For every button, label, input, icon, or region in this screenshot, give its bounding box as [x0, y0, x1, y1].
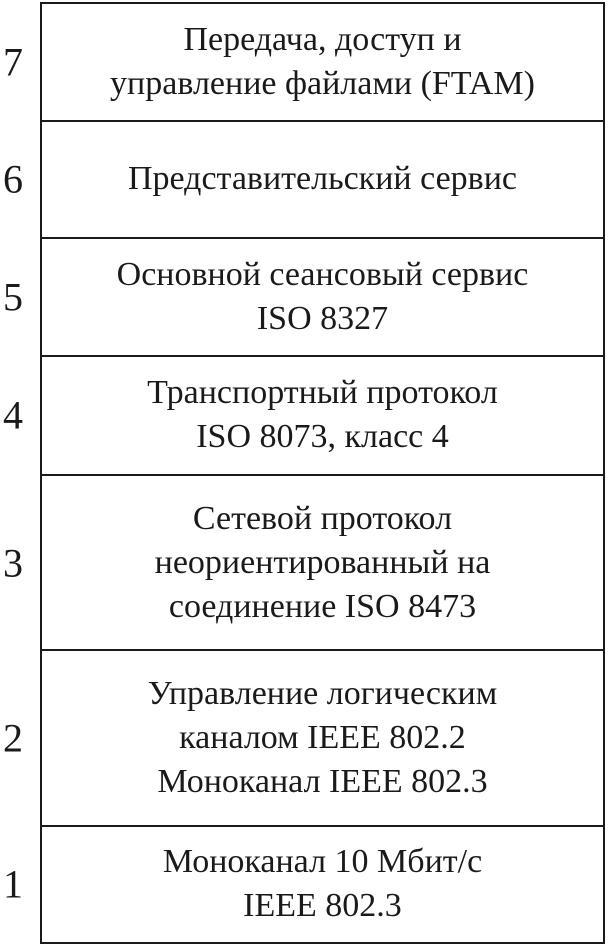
- layer-4-label: Транспортный протокол ISO 8073, класс 4: [147, 374, 498, 456]
- layer-4-number: 4: [3, 392, 23, 438]
- layer-5-label: Основной сеансовый сервис ISO 8327: [116, 255, 529, 337]
- protocol-stack-diagram: [3, 2, 605, 944]
- layer-2-number: 2: [3, 715, 23, 761]
- layer-6: [3, 122, 603, 240]
- layer-5: [3, 239, 603, 357]
- layer-7: [3, 4, 603, 122]
- layer-5-number: 5: [3, 274, 23, 320]
- layer-2-label: Управление логическим каналом IEEE 802.2 Моноканал IEEE 802.3: [147, 674, 498, 800]
- layer-6-label: Представительский сервис: [127, 160, 518, 198]
- layer-3-label: Сетевой протокол неориентированный на соединение ISO 8473: [154, 499, 491, 625]
- layer-1-label: Моноканал 10 Мбит/с IEEE 802.3: [162, 843, 483, 925]
- layer-6-number: 6: [3, 156, 23, 202]
- layer-7-label: Передача, доступ и управление файлами (FTAM): [110, 20, 535, 102]
- layer-3-number: 3: [3, 540, 23, 586]
- layer-2: [3, 651, 603, 826]
- layer-4: [3, 357, 603, 477]
- layer-7-number: 7: [3, 39, 23, 85]
- layer-1: [3, 827, 603, 943]
- layer-3: [3, 476, 603, 651]
- layer-1-number: 1: [3, 861, 23, 907]
